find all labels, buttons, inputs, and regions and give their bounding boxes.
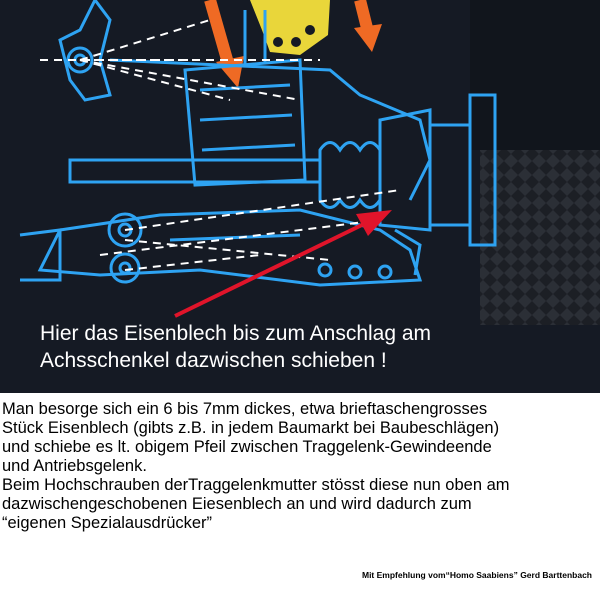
text-line: “eigenen Spezialausdrücker”: [2, 514, 213, 532]
instruction-text: [2, 400, 598, 533]
text-line: Beim Hochschrauben derTraggelenkmutter stösst diese nun oben am: [2, 476, 510, 494]
text-line: Stück Eisenblech (gibts z.B. in jedem Baumarkt bei Baubeschlägen): [2, 419, 500, 437]
caption-line-1: Hier das Eisenblech bis zum Anschlag am: [40, 322, 432, 345]
caption-line-2: Achsschenkel dazwischen schieben !: [40, 349, 387, 372]
tire-tread: [470, 0, 600, 325]
text-line: dazwischengeschobenen Eiesenblech an und wird dadurch zum: [2, 495, 472, 513]
credit-line: Mit Empfehlung vom“Homo Saabiens” Gerd Barttenbach: [361, 570, 592, 580]
text-line: und Antriebsgelenk.: [2, 457, 147, 475]
text-line: und schiebe es lt. obigem Pfeil zwischen Traggelenk-Gewindeende: [2, 438, 492, 456]
text-line: Man besorge sich ein 6 bis 7mm dickes, etwa brieftaschengrosses: [2, 400, 488, 418]
